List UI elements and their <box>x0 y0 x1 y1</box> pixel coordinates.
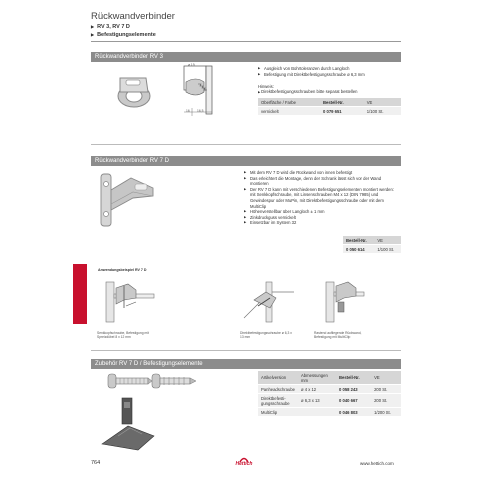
table-header: Bestell-Nr. <box>320 98 364 107</box>
arrow-right-icon: ▶ <box>91 32 95 37</box>
section-band-rv7d <box>91 156 401 166</box>
hettich-logo <box>230 455 258 469</box>
table-header: VE <box>374 236 401 245</box>
chapter-tab <box>73 264 87 324</box>
dim-label-depth: 16,5 <box>197 109 204 113</box>
table-header-row <box>258 371 401 385</box>
section-title: Rückwandverbinder RV 7 D <box>95 157 169 164</box>
table-cell: vernickelt <box>258 107 320 116</box>
section-divider <box>91 144 401 145</box>
caption-countersunk: Senkkopfschraube, Befestigung mit Spreizdübel 8 x 12 mm <box>97 331 149 340</box>
table-cell: ø 6,3 x 13 <box>298 394 336 408</box>
list-item: ▶ Zinkdruckguss vernickelt <box>244 215 399 221</box>
application-example-label: Anwendungsbeispiel RV 7 D <box>98 268 147 272</box>
table-cell: MultiClip <box>258 408 298 417</box>
table-row <box>258 385 401 394</box>
rv3-connector-image <box>110 68 156 110</box>
section-band-rv3 <box>91 52 401 62</box>
accessories-order-table <box>258 371 401 417</box>
table-row <box>258 107 401 116</box>
table-header: Abmessungen mm <box>298 371 336 385</box>
application-example-direct-screw-image <box>240 278 298 326</box>
table-cell: 0 058 243 <box>336 385 371 394</box>
section-title: Zubehör RV 7 D / Befestigungselemente <box>95 360 203 367</box>
list-item: ▶ Das erleichtert die Montage, denn der Schrank lässt sich vor der Wand montieren <box>244 176 399 187</box>
dim-label-width: 16 <box>186 109 190 113</box>
arrow-right-icon: ▶ <box>258 90 262 95</box>
table-cell: 0 040 667 <box>336 394 371 408</box>
page-title: Rückwandverbinder <box>91 11 175 22</box>
rv3-order-table <box>258 98 401 116</box>
table-cell: 200 St. <box>371 385 401 394</box>
table-cell: Direktbefesti-gungsschraube <box>258 394 298 408</box>
caption-direct-screw: Direktbefestigungsschraube ø 6,3 x 13 mm <box>240 331 292 340</box>
table-cell: 200 St. <box>371 394 401 408</box>
table-header: Oberfläche / Farbe <box>258 98 320 107</box>
rv3-feature-list <box>258 66 398 77</box>
table-cell: ø 4 x 12 <box>298 385 336 394</box>
subtitle-text: Befestigungselemente <box>97 32 156 38</box>
table-header-row <box>258 98 401 107</box>
rv3-note <box>258 84 398 96</box>
table-cell <box>298 408 336 417</box>
direct-fixing-screw-image <box>150 371 198 391</box>
section-title: Rückwandverbinder RV 3 <box>95 53 163 60</box>
list-item: ▶ Einsetzbar im System 32 <box>244 220 399 226</box>
table-cell: 1/100 St. <box>374 245 401 254</box>
multiclip-image <box>98 396 162 454</box>
application-example-multiclip-image <box>314 278 370 326</box>
table-header: VE <box>364 98 401 107</box>
table-header: Artikelversion <box>258 371 298 385</box>
table-header: VE <box>371 371 401 385</box>
table-cell: 0 046 803 <box>336 408 371 417</box>
table-header: Bestell-Nr. <box>343 236 374 245</box>
section-band-accessories <box>91 359 401 369</box>
list-item: ▶ Höhenverstellbar über Langloch ± 1 mm <box>244 209 399 215</box>
table-header-row <box>343 236 401 245</box>
page-subtitle-models <box>91 24 130 30</box>
list-item: ▶ Der RV 7 D kann mit verschiedenen Befestigungselementen montiert werden: mit Senkkopfschraube, mit Linsenschrauben M4 x 12 (DIN 7985) und Gewindespur oder MuPin, mit Direktbefestigungsschraube oder mit dem MultiClip <box>244 187 399 209</box>
note-body: Direktbefestigungsschrauben bitte separat bestellen <box>261 89 358 95</box>
table-cell: 0 079 651 <box>320 107 364 116</box>
table-cell: Panheadschraube <box>258 385 298 394</box>
logo-text: Hettich <box>235 461 253 467</box>
note-text <box>258 89 398 95</box>
application-example-countersunk-image <box>96 278 162 326</box>
list-item: ▶ Mit dem RV 7 D wird die Rückwand von innen befestigt <box>244 170 399 176</box>
section-divider <box>91 350 401 351</box>
table-cell: 1/200 St. <box>371 408 401 417</box>
caption-multiclip: Rastend aufliegende Rückwand, Befestigung mit MultiClip <box>314 331 362 340</box>
table-row <box>258 408 401 417</box>
table-header: Bestell-Nr. <box>336 371 371 385</box>
arrow-right-icon: ▶ <box>91 24 95 29</box>
rv7d-order-table <box>343 236 401 254</box>
table-row <box>343 245 401 254</box>
subtitle-text: RV 3, RV 7 D <box>97 24 130 30</box>
list-item: ▶ Ausgleich von Bohrtoleranzen durch Langloch <box>258 66 398 72</box>
page-number: 764 <box>91 460 101 466</box>
rv7d-feature-list <box>244 170 399 226</box>
dim-label-diameter: ø 19 <box>188 63 195 67</box>
rv7d-connector-image <box>97 170 159 236</box>
list-item: ▶ Befestigung mit Direktbefestigungsschraube ø 6,3 mm <box>258 72 398 78</box>
header-divider <box>91 41 401 42</box>
table-row <box>258 394 401 408</box>
table-cell: 1/100 St. <box>364 107 401 116</box>
note-label: Hinweis: <box>258 84 274 89</box>
page-subtitle-category <box>91 32 156 38</box>
table-cell: 0 050 614 <box>343 245 374 254</box>
panhead-screw-image <box>106 371 154 391</box>
footer-url: www.hettich.com <box>360 461 394 466</box>
